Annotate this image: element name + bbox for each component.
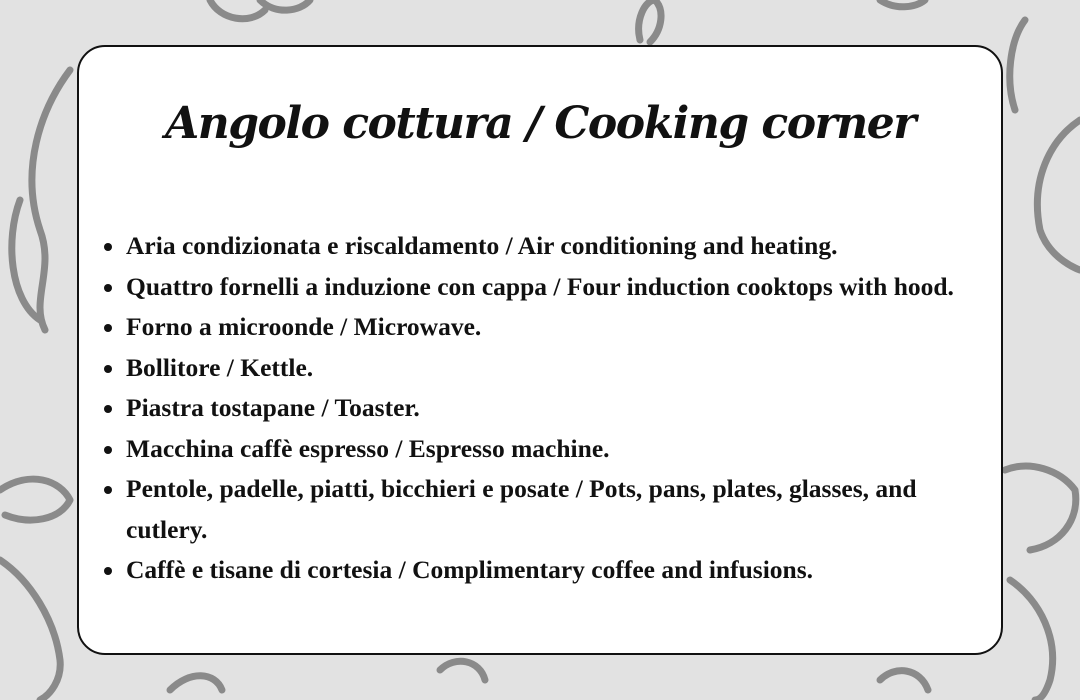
cup-outline-icon xyxy=(880,0,925,7)
list-item: Forno a microonde / Microwave. xyxy=(104,307,994,348)
cup-outline-icon xyxy=(210,0,265,19)
list-item: Bollitore / Kettle. xyxy=(104,348,994,389)
list-item: Pentole, padelle, piatti, bicchieri e posate / Pots, pans, plates, glasses, and cutlery. xyxy=(104,469,994,550)
list-item: Piastra tostapane / Toaster. xyxy=(104,388,994,429)
list-item: Quattro fornelli a induzione con cappa / Four induction cooktops with hood. xyxy=(104,267,994,308)
teapot-outline-icon xyxy=(170,676,222,690)
amenities-list xyxy=(104,226,994,591)
teapot-outline-icon xyxy=(260,0,310,10)
teapot-outline-icon xyxy=(0,560,60,700)
cup-outline-icon xyxy=(440,661,485,680)
teapot-outline-icon xyxy=(1010,20,1025,110)
teapot-outline-icon xyxy=(639,0,661,42)
list-item: Aria condizionata e riscaldamento / Air conditioning and heating. xyxy=(104,226,994,267)
teapot-outline-icon xyxy=(1005,466,1076,550)
list-item: Caffè e tisane di cortesia / Complimentary coffee and infusions. xyxy=(104,550,994,591)
page-title: Angolo cottura / Cooking corner xyxy=(165,98,915,149)
teapot-outline-icon xyxy=(0,479,70,520)
kettle-outline-icon xyxy=(880,671,928,690)
teapot-outline-icon xyxy=(1010,580,1053,700)
list-item: Macchina caffè espresso / Espresso machine. xyxy=(104,429,994,470)
